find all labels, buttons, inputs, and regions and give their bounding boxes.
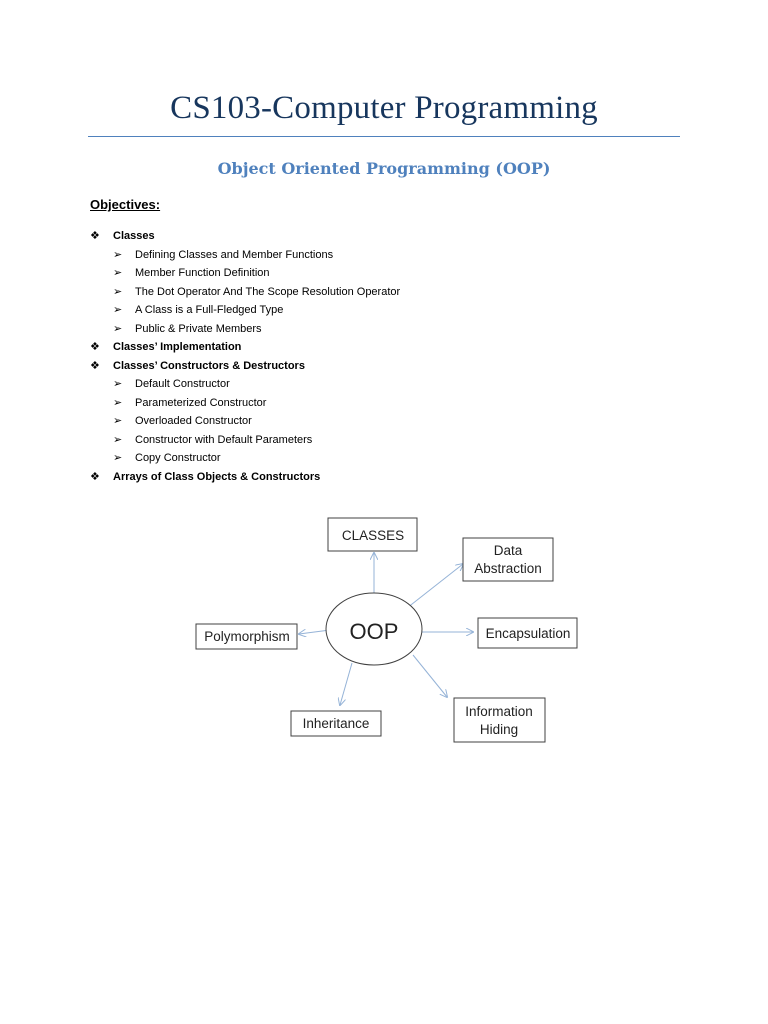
objective-subitem — [90, 264, 650, 283]
arrow-to-inheritance — [340, 663, 352, 705]
objective-text: Defining Classes and Member Functions — [135, 248, 334, 261]
arrow-to-polymorphism — [299, 630, 330, 634]
objective-subitem — [90, 431, 650, 450]
inheritance-label: Inheritance — [302, 716, 370, 731]
diamond-bullet-icon: ❖ — [90, 470, 100, 483]
objective-item — [90, 468, 650, 487]
objective-subitem — [90, 320, 650, 339]
arrowhead-bullet-icon: ➢ — [113, 267, 123, 279]
objectives-heading: Objectives: — [90, 197, 161, 212]
objective-item — [90, 227, 650, 246]
objective-text: Parameterized Constructor — [135, 396, 267, 409]
objective-text: Public & Private Members — [135, 322, 262, 335]
diamond-bullet-icon: ❖ — [90, 230, 100, 242]
diamond-bullet-icon: ❖ — [90, 359, 100, 372]
information-hiding-label-line2: Hiding — [479, 722, 519, 737]
page-subtitle: Object Oriented Programming (OOP) — [217, 159, 551, 178]
objective-text: Arrays of Class Objects & Constructors — [113, 470, 321, 483]
data-abstraction-label-line2: Abstraction — [474, 561, 542, 576]
arrowhead-bullet-icon: ➢ — [113, 322, 123, 335]
arrow-to-information-hiding — [413, 655, 447, 697]
objective-text: Classes’ Implementation — [113, 341, 242, 353]
objective-item — [90, 338, 650, 357]
objective-item — [90, 357, 650, 376]
objective-text: Member Function Definition — [135, 267, 270, 279]
objective-text: Copy Constructor — [135, 452, 221, 464]
objective-subitem — [90, 412, 650, 431]
arrowhead-bullet-icon: ➢ — [113, 285, 123, 298]
data-abstraction-label-line1: Data — [493, 543, 523, 558]
objective-subitem — [90, 283, 650, 302]
objective-text: Classes — [113, 230, 155, 242]
arrowhead-bullet-icon: ➢ — [113, 415, 123, 427]
classes-label: CLASSES — [341, 528, 405, 543]
arrowhead-bullet-icon: ➢ — [113, 378, 123, 390]
objective-text: A Class is a Full-Fledged Type — [135, 304, 284, 316]
objective-subitem — [90, 394, 650, 413]
objectives-list — [90, 227, 650, 486]
diamond-bullet-icon: ❖ — [90, 341, 100, 353]
objective-subitem — [90, 375, 650, 394]
objective-text: Overloaded Constructor — [135, 415, 252, 427]
arrowhead-bullet-icon: ➢ — [113, 452, 123, 464]
oop-label: OOP — [349, 619, 399, 644]
arrowhead-bullet-icon: ➢ — [113, 396, 123, 409]
title-rule — [88, 136, 680, 137]
objective-text: The Dot Operator And The Scope Resolution Operator — [135, 285, 401, 298]
arrowhead-bullet-icon: ➢ — [113, 248, 123, 261]
objective-text: Constructor with Default Parameters — [135, 433, 313, 446]
objective-text: Default Constructor — [135, 378, 230, 390]
objective-text: Classes’ Constructors & Destructors — [113, 359, 305, 372]
arrowhead-bullet-icon: ➢ — [113, 433, 123, 446]
objective-subitem — [90, 246, 650, 265]
polymorphism-label: Polymorphism — [204, 629, 290, 644]
encapsulation-label: Encapsulation — [485, 626, 571, 641]
arrow-to-data-abstraction — [407, 564, 463, 608]
objective-subitem — [90, 301, 650, 320]
arrowhead-bullet-icon: ➢ — [113, 304, 123, 316]
page-title: CS103-Computer Programming — [170, 90, 598, 126]
objective-subitem — [90, 449, 650, 468]
oop-diagram — [185, 505, 585, 745]
information-hiding-label-line1: Information — [465, 704, 533, 719]
